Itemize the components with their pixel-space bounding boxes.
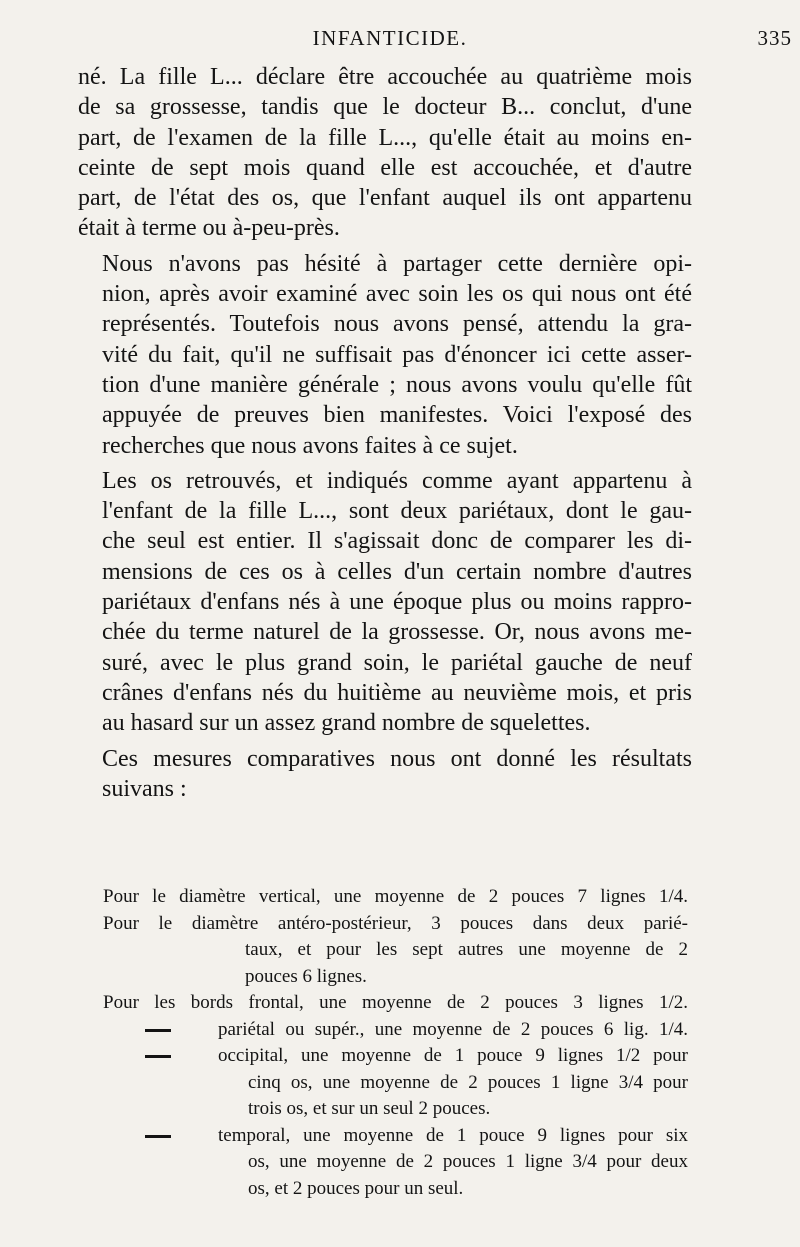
body-text [78,62,692,804]
measure-antero-line3: pouces 6 lignes. [245,965,367,987]
measure-antero-line2: taux, et pour les sept autres une moyenne de 2 [245,939,688,960]
text-line: de sa grossesse, tandis que le docteur B... conclut, d'une [78,94,692,121]
text-line: pariétaux d'enfans nés à une époque plus ou moins rappro- [102,589,692,616]
running-head-title: INFANTICIDE. [312,26,468,50]
measure-occipital-line1 [103,1043,688,1070]
text-line: l'enfant de la fille L..., sont deux pariétaux, dont le gau- [102,498,692,525]
text-line: représentés. Toutefois nous avons pensé, attendu la gra- [102,311,692,338]
text-line: suivans : [102,775,187,802]
text-line: suré, avec le plus grand soin, le pariétal gauche de neuf [102,649,692,676]
measure-temporal-line2: os, une moyenne de 2 pouces 1 ligne 3/4 pour deux [248,1151,688,1172]
measure-temporal-line1 [103,1123,688,1150]
text-line: au hasard sur un assez grand nombre de squelettes. [102,710,591,737]
page-number: 335 [757,26,792,50]
text-line: était à terme ou à-peu-près. [78,215,340,242]
measure-parietal [103,1017,688,1044]
text-line: nion, après avoir examiné avec soin les os qui nous ont été [102,281,692,308]
paragraph [78,466,692,739]
measure-occipital-line2: cinq os, une moyenne de 2 pouces 1 ligne 3/4 pour [248,1071,688,1093]
text-line: né. La fille L... déclare être accouchée au quatrième mois [78,64,692,90]
dash-mark [145,1029,171,1032]
text-line: appuyée de preuves bien manifestes. Voici l'exposé des [102,402,692,429]
measure-frontal: Pour les bords frontal, une moyenne de 2 pouces 3 lignes 1/2. [103,992,688,1013]
paragraph [78,249,692,461]
text-line: part, de l'examen de la fille L..., qu'elle était au moins en- [78,124,692,151]
running-head [80,26,792,56]
paragraph [78,62,692,244]
measure-vertical: Pour le diamètre vertical, une moyenne de 2 pouces 7 lignes 1/4. [103,886,688,907]
measure-parietal-text: pariétal ou supér., une moyenne de 2 pouces 6 lig. 1/4. [218,1018,688,1040]
text-line: part, de l'état des os, que l'enfant auquel ils ont appartenu [78,185,692,212]
text-line: che seul est entier. Il s'agissait donc de comparer les di- [102,528,692,555]
measure-occipital-text: occipital, une moyenne de 1 pouce 9 lignes 1/2 pour [218,1045,688,1066]
paragraph [78,744,692,805]
dash-mark [145,1135,171,1138]
measure-antero-line1: Pour le diamètre antéro-postérieur, 3 pouces dans deux parié- [103,912,688,934]
text-line: Nous n'avons pas hésité à partager cette dernière opi- [102,250,692,277]
text-line: tion d'une manière générale ; nous avons voulu qu'elle fût [102,371,692,398]
text-line: crânes d'enfans nés du huitième au neuvième mois, et pris [102,679,692,706]
text-line: mensions de ces os à celles d'un certain nombre d'autres [102,558,692,585]
measure-occipital-line3: trois os, et sur un seul 2 pouces. [248,1098,491,1119]
text-line: Les os retrouvés, et indiqués comme ayant appartenu à [102,467,692,494]
text-line: chée du terme naturel de la grossesse. Or, nous avons me- [102,619,692,646]
dash-mark [145,1055,171,1058]
text-line: vité du fait, qu'il ne suffisait pas d'énoncer ici cette asser- [102,341,692,368]
measurements-list [103,884,688,1202]
measure-temporal-text: temporal, une moyenne de 1 pouce 9 lignes pour six [218,1124,688,1146]
measure-temporal-line3: os, et 2 pouces pour un seul. [248,1177,464,1199]
text-line: ceinte de sept mois quand elle est accouchée, et d'autre [78,154,692,181]
text-line: Ces mesures comparatives nous ont donné les résultats [102,745,692,772]
text-line: recherches que nous avons faites à ce sujet. [102,432,518,459]
